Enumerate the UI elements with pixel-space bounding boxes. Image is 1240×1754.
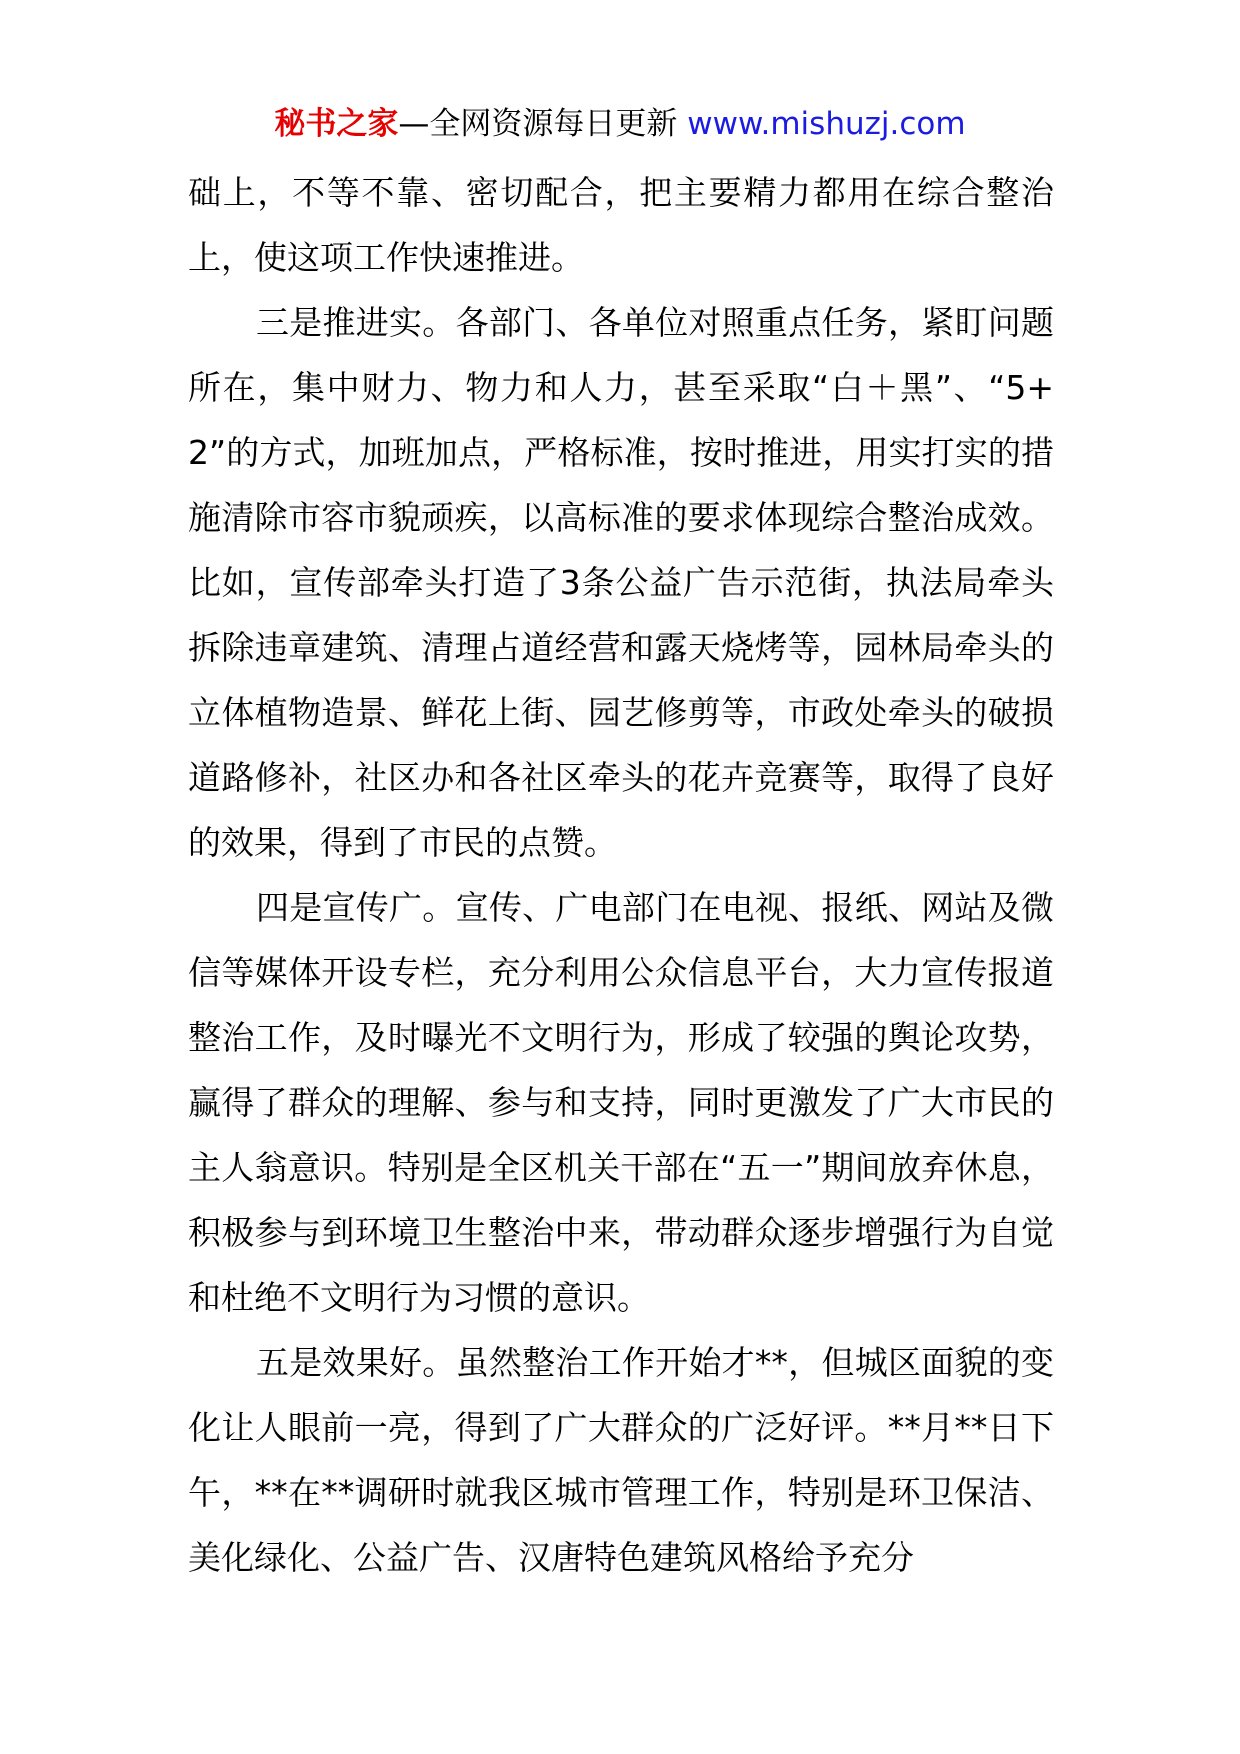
page-header [0,102,1240,146]
paragraph-point-four: 四是宣传广。宣传、广电部门在电视、报纸、网站及微信等媒体开设专栏，充分利用公众信息平台，大力宣传报道整治工作，及时曝光不文明行为，形成了较强的舆论攻势，赢得了群众的理解、参与和支持，同时更激发了广大市民的主人翁意识。特别是全区机关干部在“五一”期间放弃休息，积极参与到环境卫生整治中来，带动群众逐步增强行为自觉和杜绝不文明行为习惯的意识。 [188,888,1054,1317]
paragraph-point-three: 三是推进实。各部门、各单位对照重点任务，紧盯问题所在，集中财力、物力和人力，甚至采取“白＋黑”、“5+2”的方式，加班加点，严格标准，按时推进，用实打实的措施清除市容市貌顽疾，以高标准的要求体现综合整治成效。比如，宣传部牵头打造了3条公益广告示范街，执法局牵头拆除违章建筑、清理占道经营和露天烧烤等，园林局牵头的立体植物造景、鲜花上街、园艺修剪等，市政处牵头的破损道路修补，社区办和各社区牵头的花卉竞赛等，取得了良好的效果，得到了市民的点赞。 [188,303,1054,862]
document-body [188,160,1054,1590]
website-link[interactable]: www.mishuzj.com [687,106,966,142]
header-slogan: —全网资源每日更新 [398,106,678,142]
paragraph-continuation: 础上，不等不靠、密切配合，把主要精力都用在综合整治上，使这项工作快速推进。 [188,173,1054,277]
paragraph-point-five: 五是效果好。虽然整治工作开始才**，但城区面貌的变化让人眼前一亮，得到了广大群众的广泛好评。**月**日下午，**在**调研时就我区城市管理工作，特别是环卫保洁、美化绿化、公益广告、汉唐特色建筑风格给予充分 [188,1343,1055,1577]
brand-name: 秘书之家 [274,106,399,142]
